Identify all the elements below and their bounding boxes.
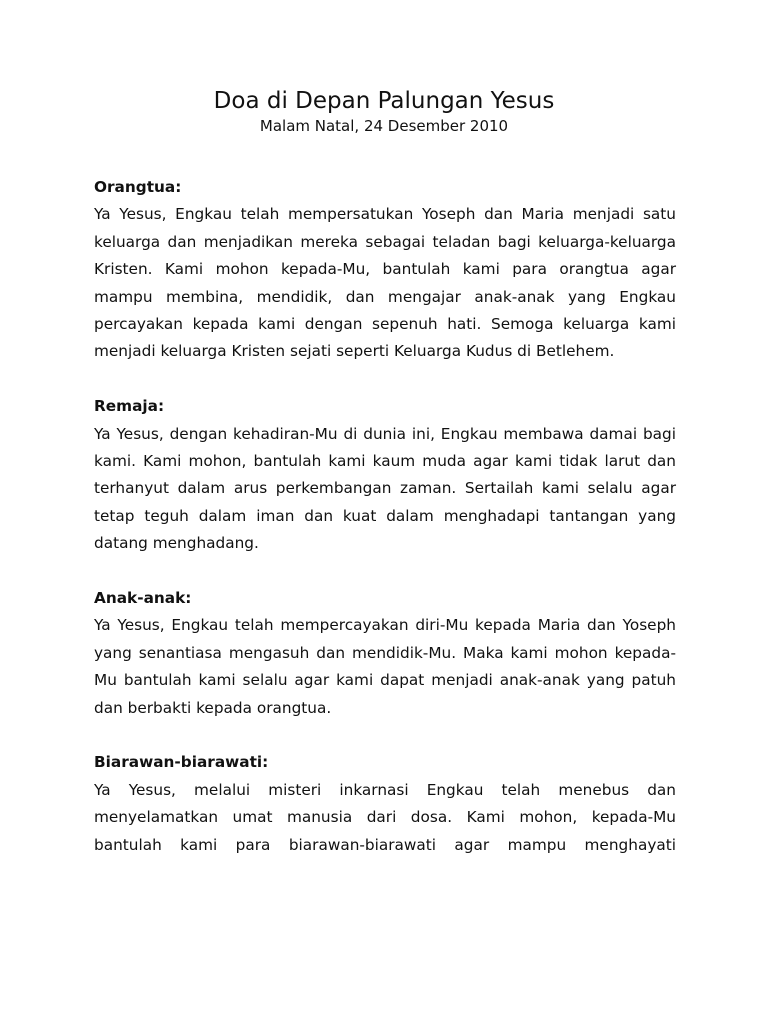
prayer-section-biarawan-biarawati: [94, 749, 676, 859]
section-heading: Biarawan-biarawati:: [94, 753, 269, 772]
prayer-section-remaja: [94, 393, 676, 557]
section-heading: Orangtua:: [94, 178, 182, 196]
prayer-section-orangtua: [94, 174, 676, 366]
section-paragraph: Ya Yesus, Engkau telah mempersatukan Yoseph dan Maria menjadi satu keluarga dan menjadikan mereka sebagai teladan bagi keluarga-keluarga Kristen. Kami mohon kepada-Mu, bantulah kami para orangtua agar mampu membina, mendidik, dan mengajar anak-anak yang Engkau percayakan kepada kami dengan sepenuh hati. Semoga keluarga kami menjadi keluarga Kristen sejati seperti Keluarga Kudus di Betlehem.: [94, 205, 676, 361]
section-heading: Anak-anak:: [94, 589, 192, 608]
section-paragraph: Ya Yesus, Engkau telah mempercayakan diri-Mu kepada Maria dan Yoseph yang senantiasa mengasuh dan mendidik-Mu. Maka kami mohon kepada-Mu bantulah kami selalu agar kami dapat menjadi anak-anak yang patuh dan berbakti kepada orangtua.: [94, 616, 676, 717]
section-paragraph: Ya Yesus, melalui misteri inkarnasi Engkau telah menebus dan menyelamatkan umat manusia dari dosa. Kami mohon, kepada-Mu bantulah kami para biarawan-biarawati agar mampu menghayati: [94, 780, 676, 854]
prayer-section-anak-anak: [94, 585, 676, 722]
section-heading: Remaja:: [94, 397, 165, 416]
section-paragraph: Ya Yesus, dengan kehadiran-Mu di dunia ini, Engkau membawa damai bagi kami. Kami mohon, bantulah kami kaum muda agar kami tidak larut dan terhanyut dalam arus perkembangan zaman. Sertailah kami selalu agar tetap teguh dalam iman dan kuat dalam menghadapi tantangan yang datang menghadang.: [94, 424, 676, 553]
document-title: Doa di Depan Palungan Yesus: [213, 88, 555, 114]
document-body: [94, 174, 676, 887]
document-subtitle: Malam Natal, 24 Desember 2010: [259, 117, 509, 135]
